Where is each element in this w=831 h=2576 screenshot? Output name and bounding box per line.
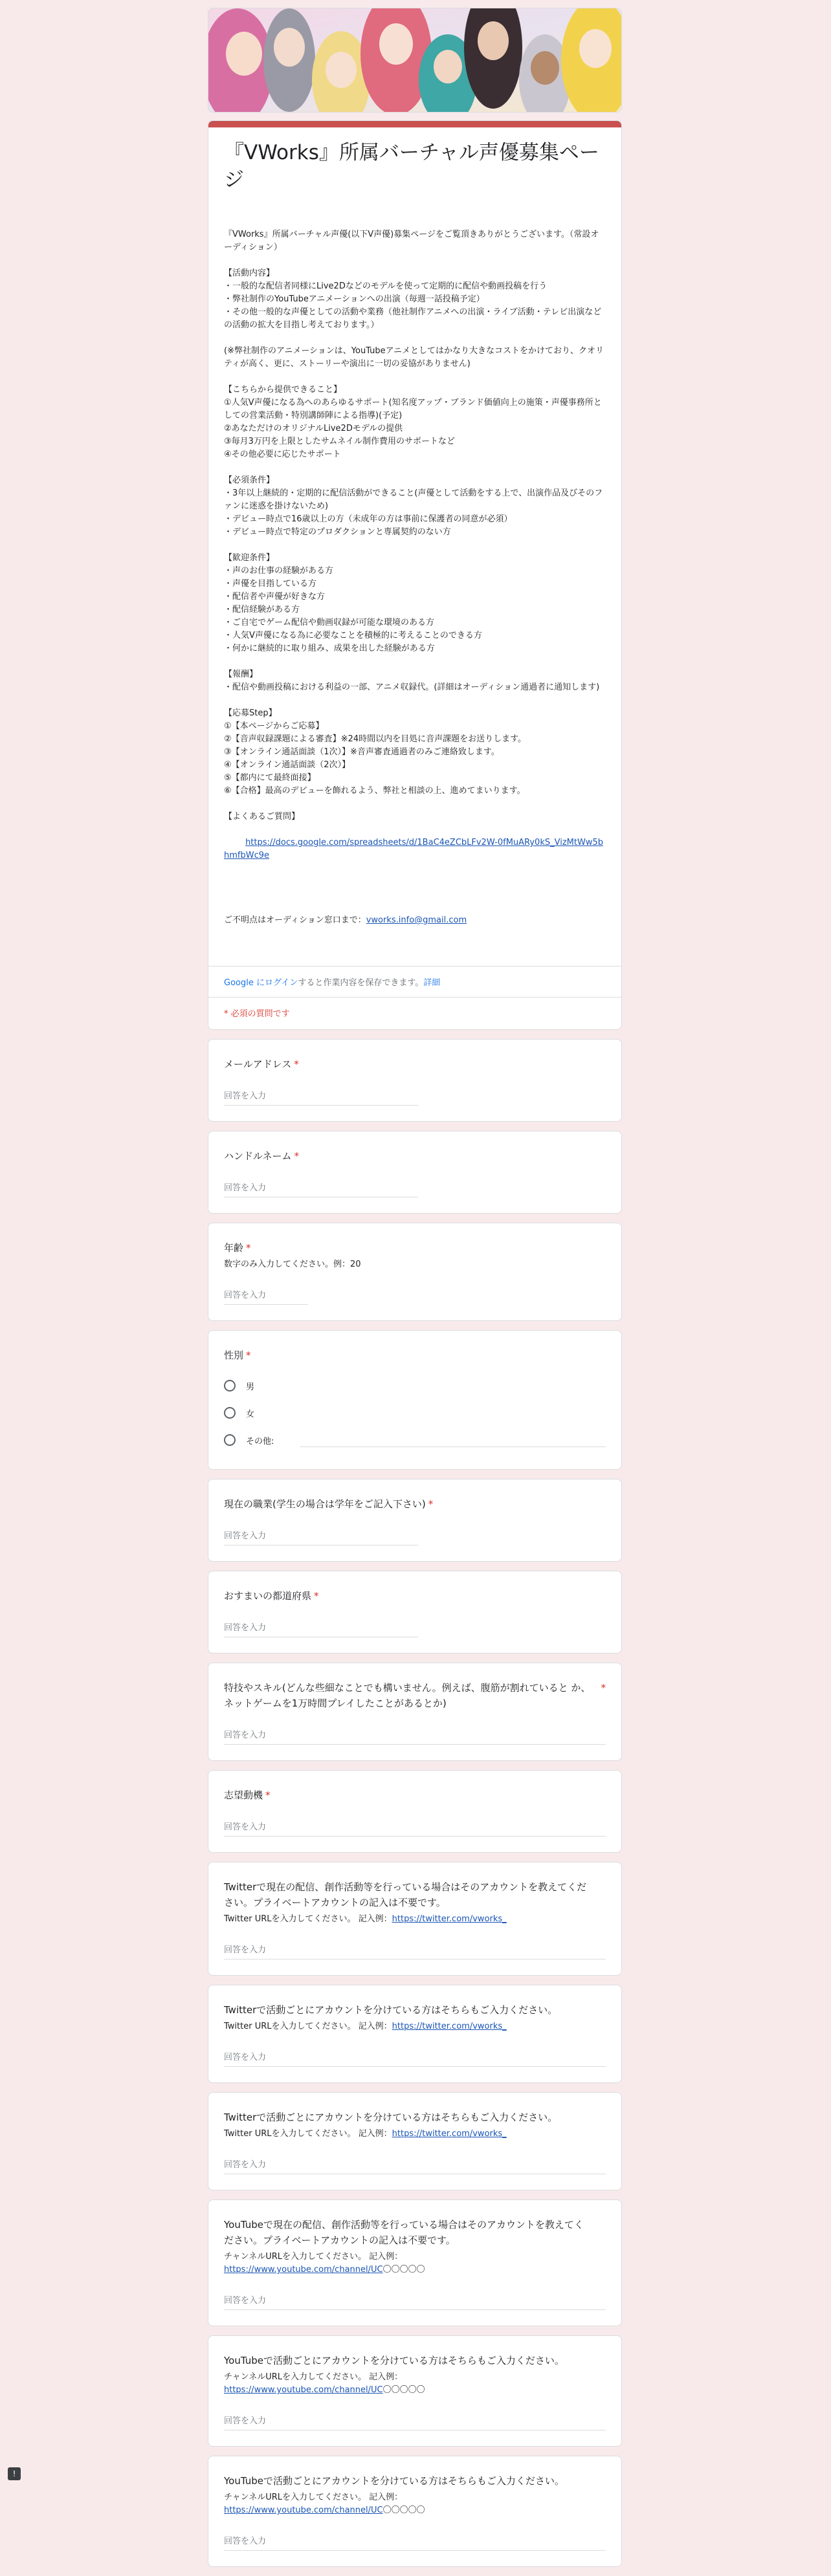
description-line: ③毎月3万円を上限としたサムネイル制作費用のサポートなど <box>224 437 456 446</box>
question-title: 性別 <box>224 1349 244 1361</box>
question-help <box>224 2020 606 2033</box>
option-label: 男 <box>246 1382 255 1392</box>
description-line: 【こちらから提供できること】 <box>224 385 342 395</box>
description-line <box>224 254 606 267</box>
gender-option-female[interactable] <box>224 1399 606 1426</box>
email-input[interactable]: 回答を入力 <box>224 1086 418 1106</box>
handle-input[interactable]: 回答を入力 <box>224 1178 418 1197</box>
question-title: 現在の職業(学生の場合は学年をご記入下さい) <box>224 1498 426 1510</box>
description-line: ①人気V声優になる為へのあらゆるサポート(知名度アップ・ブランド価値向上の施策・声優事務所としての営業活動・特別講師陣による指導)(予定) <box>224 398 602 420</box>
example-link[interactable]: https://twitter.com/vworks_ <box>392 1914 507 1924</box>
youtube-main-input[interactable]: 回答を入力 <box>224 2291 606 2310</box>
description-line: ・その他一般的な声優としての活動や業務（他社制作アニメへの出演・ライブ活動・テレビ出演などの活動の拡大を目指し考えております。） <box>224 307 602 330</box>
question-youtube-main <box>208 2199 622 2326</box>
faq-link[interactable]: https://docs.google.com/spreadsheets/d/1BaC4eZCbLFv2W-0fMuARy0kS_VizMtWw5bhmfbWc9e <box>224 838 603 860</box>
description-line: ・デビュー時点で16歳以上の方（未成年の方は事前に保護者の同意が必須） <box>224 514 513 524</box>
question-twitter-sub-2 <box>208 2092 622 2190</box>
example-suffix: 〇〇〇〇〇 <box>382 2505 425 2515</box>
help-text: チャンネルURLを入力してください。 記入例： <box>224 2493 403 2502</box>
question-gender <box>208 1330 622 1470</box>
twitter-main-input[interactable]: 回答を入力 <box>224 1940 606 1959</box>
report-problem-icon[interactable]: ! <box>8 2467 21 2480</box>
question-motivation <box>208 1770 622 1853</box>
description-line <box>224 332 606 345</box>
description-line: ①【本ページからご応募】 <box>224 721 324 731</box>
contact-prefix: ご不明点はオーディション窓口まで： <box>224 915 366 925</box>
signin-notice <box>208 966 621 997</box>
header-banner-image <box>208 8 622 113</box>
description-line: ⑥【合格】最高のデビューを飾れるよう、弊社と相談の上、進めてまいります。 <box>224 786 526 796</box>
description-line: ④その他必要に応じたサポート <box>224 450 341 459</box>
question-title: 特技やスキル(どんな些細なことでも構いません。例えば、腹筋が割れていると か、ネットゲームを1万時間プレイしたことがあるとか) <box>224 1682 591 1709</box>
occupation-input[interactable]: 回答を入力 <box>224 1526 418 1545</box>
question-title: Twitterで活動ごとにアカウントを分けている方はそちらもご入力ください。 <box>224 2004 558 2016</box>
question-help <box>224 2128 606 2141</box>
question-twitter-main <box>208 1862 622 1976</box>
option-label: その他: <box>246 1436 274 1446</box>
description-line <box>224 798 606 811</box>
other-text-input[interactable] <box>300 1434 606 1447</box>
question-help: 数字のみ入力してください。例：20 <box>224 1260 361 1269</box>
example-suffix: 〇〇〇〇〇 <box>382 2265 425 2275</box>
accent-bar <box>208 121 621 127</box>
description-line: ・配信者や声優が好きな方 <box>224 592 326 602</box>
description-line: 【報酬】 <box>224 670 258 679</box>
question-title: 年齢 <box>224 1242 244 1254</box>
age-input[interactable]: 回答を入力 <box>224 1285 308 1305</box>
description-line: ・配信や動画投稿における利益の一部、アニメ収録代。(詳細はオーディション通過者に通知します) <box>224 682 600 692</box>
signin-text: すると作業内容を保存できます。 <box>298 978 424 988</box>
description-line: ・人気V声優になる為に必要なことを積極的に考えることのできる方 <box>224 631 482 640</box>
help-text: チャンネルURLを入力してください。 記入例： <box>224 2372 403 2382</box>
question-title: おすまいの都道府県 <box>224 1590 312 1602</box>
description-line <box>224 694 606 707</box>
help-text: Twitter URLを入力してください。 記入例： <box>224 1914 392 1924</box>
description-line: ・何かに継続的に取り組み、成果を出した経験がある方 <box>224 644 435 653</box>
gender-option-male[interactable] <box>224 1372 606 1399</box>
question-youtube-sub-1 <box>208 2335 622 2447</box>
form-column <box>208 8 622 2576</box>
signin-detail-link[interactable]: 詳細 <box>423 978 441 988</box>
description-line: 【応募Step】 <box>224 708 277 718</box>
required-asterisk: * <box>601 1682 606 1694</box>
question-help <box>224 2491 606 2517</box>
description-line: 【よくあるご質問】 <box>224 812 300 822</box>
gender-option-other[interactable] <box>224 1426 606 1454</box>
example-link[interactable]: https://twitter.com/vworks_ <box>392 2129 507 2139</box>
description-line: ・配信経験がある方 <box>224 605 300 615</box>
description-line: ・声のお仕事の経験がある方 <box>224 566 334 576</box>
description-line: ・ご自宅でゲーム配信や動画収録が可能な環境のある方 <box>224 618 435 628</box>
question-handle <box>208 1131 622 1214</box>
example-link[interactable]: https://twitter.com/vworks_ <box>392 2022 507 2031</box>
question-age <box>208 1223 622 1321</box>
form-title: 『VWorks』所属バーチャル声優募集ページ <box>224 141 599 191</box>
description-line: ②【音声収録課題による審査】※24時間以内を目処に音声課題をお送りします。 <box>224 734 527 744</box>
description-line <box>224 371 606 384</box>
motivation-input[interactable]: 回答を入力 <box>224 1817 606 1837</box>
question-help <box>224 2371 606 2397</box>
question-twitter-sub-1 <box>208 1985 622 2083</box>
contact-email-link[interactable]: vworks.info@gmail.com <box>366 915 467 925</box>
description-line: ・声優を目指している方 <box>224 579 317 589</box>
description-line: ⑤【都内にて最終面接】 <box>224 773 316 783</box>
question-youtube-sub-2 <box>208 2456 622 2567</box>
required-note: * 必須の質問です <box>208 997 621 1029</box>
help-text: Twitter URLを入力してください。 記入例： <box>224 2022 392 2031</box>
description-line <box>224 461 606 474</box>
help-text: Twitter URLを入力してください。 記入例： <box>224 2129 392 2139</box>
example-link[interactable]: https://www.youtube.com/channel/UC <box>224 2265 383 2275</box>
contact-line <box>224 914 606 927</box>
required-asterisk: * <box>265 1789 271 1801</box>
question-title: YouTubeで現在の配信、創作活動等を行っている場合はそのアカウントを教えてください。プライベートアカウントの記入は不要です。 <box>224 2219 584 2246</box>
description-line <box>224 655 606 668</box>
example-link[interactable]: https://www.youtube.com/channel/UC <box>224 2505 383 2515</box>
radio-button[interactable] <box>224 1407 236 1419</box>
description-line: 『VWorks』所属バーチャル声優(以下V声優)募集ページをご覧頂きありがとうございます。（常設オーディション） <box>224 230 599 252</box>
prefecture-input[interactable]: 回答を入力 <box>224 1618 418 1637</box>
question-help <box>224 1913 606 1926</box>
twitter-sub-2-input[interactable]: 回答を入力 <box>224 2155 606 2174</box>
required-asterisk: * <box>294 1150 300 1162</box>
description-line: 【歓迎条件】 <box>224 553 275 563</box>
question-prefecture <box>208 1571 622 1654</box>
youtube-sub-2-input[interactable]: 回答を入力 <box>224 2531 606 2551</box>
question-help <box>224 2251 606 2276</box>
required-asterisk: * <box>246 1242 251 1254</box>
example-link[interactable]: https://www.youtube.com/channel/UC <box>224 2385 383 2395</box>
twitter-sub-1-input[interactable]: 回答を入力 <box>224 2047 606 2067</box>
example-suffix: 〇〇〇〇〇 <box>382 2385 425 2395</box>
description-line: ・弊社制作のYouTubeアニメーションへの出演（毎週一話投稿予定） <box>224 294 485 304</box>
question-occupation <box>208 1479 622 1562</box>
radio-button[interactable] <box>224 1434 236 1446</box>
help-text: チャンネルURLを入力してください。 記入例： <box>224 2252 403 2262</box>
question-skills <box>208 1663 622 1761</box>
google-signin-link[interactable]: Google にログイン <box>224 978 298 988</box>
description-line: ②あなただけのオリジナルLive2Dモデルの提供 <box>224 424 403 433</box>
form-header-card <box>208 120 622 1030</box>
question-title: メールアドレス <box>224 1058 292 1070</box>
question-title: Twitterで現在の配信、創作活動等を行っている場合はそのアカウントを教えてください。プライベートアカウントの記入は不要です。 <box>224 1881 587 1908</box>
skills-input[interactable]: 回答を入力 <box>224 1725 606 1745</box>
question-title: YouTubeで活動ごとにアカウントを分けている方はそちらもご入力ください。 <box>224 2475 564 2487</box>
description-line: (※弊社制作のアニメーションは、YouTubeアニメとしてはかなり大きなコストをかけており、クオリティが高く、更に、ストーリーや演出に一切の妥協がありません) <box>224 346 604 369</box>
description-line <box>224 539 606 552</box>
question-email <box>208 1039 622 1122</box>
question-title: 志望動機 <box>224 1789 263 1801</box>
description-line: ・一般的な配信者同様にLive2Dなどのモデルを使って定期的に配信や動画投稿を行う <box>224 281 548 291</box>
required-asterisk: * <box>314 1590 319 1602</box>
description-line: 【必須条件】 <box>224 475 275 485</box>
description-line: 【活動内容】 <box>224 268 275 278</box>
option-label: 女 <box>246 1409 255 1419</box>
description-line: ・デビュー時点で特定のプロダクションと専属契約のない方 <box>224 527 451 537</box>
form-description <box>224 202 606 953</box>
radio-button[interactable] <box>224 1380 236 1392</box>
question-title: Twitterで活動ごとにアカウントを分けている方はそちらもご入力ください。 <box>224 2112 558 2123</box>
description-line: ④【オンライン通話面談（2次）】 <box>224 760 351 770</box>
required-asterisk: * <box>294 1058 299 1070</box>
description-line: ・3年以上継続的・定期的に配信活動ができること(声優として活動をする上で、出演作品及びそのファンに迷惑を掛けないため) <box>224 488 603 511</box>
description-text <box>224 228 606 824</box>
question-title: YouTubeで活動ごとにアカウントを分けている方はそちらもご入力ください。 <box>224 2355 564 2366</box>
youtube-sub-1-input[interactable]: 回答を入力 <box>224 2411 606 2430</box>
description-line: ③【オンライン通話面談（1次）】※音声審査通過者のみご連絡致します。 <box>224 747 500 757</box>
required-asterisk: * <box>428 1498 434 1510</box>
required-asterisk: * <box>246 1349 251 1361</box>
question-title: ハンドルネーム <box>224 1150 292 1162</box>
